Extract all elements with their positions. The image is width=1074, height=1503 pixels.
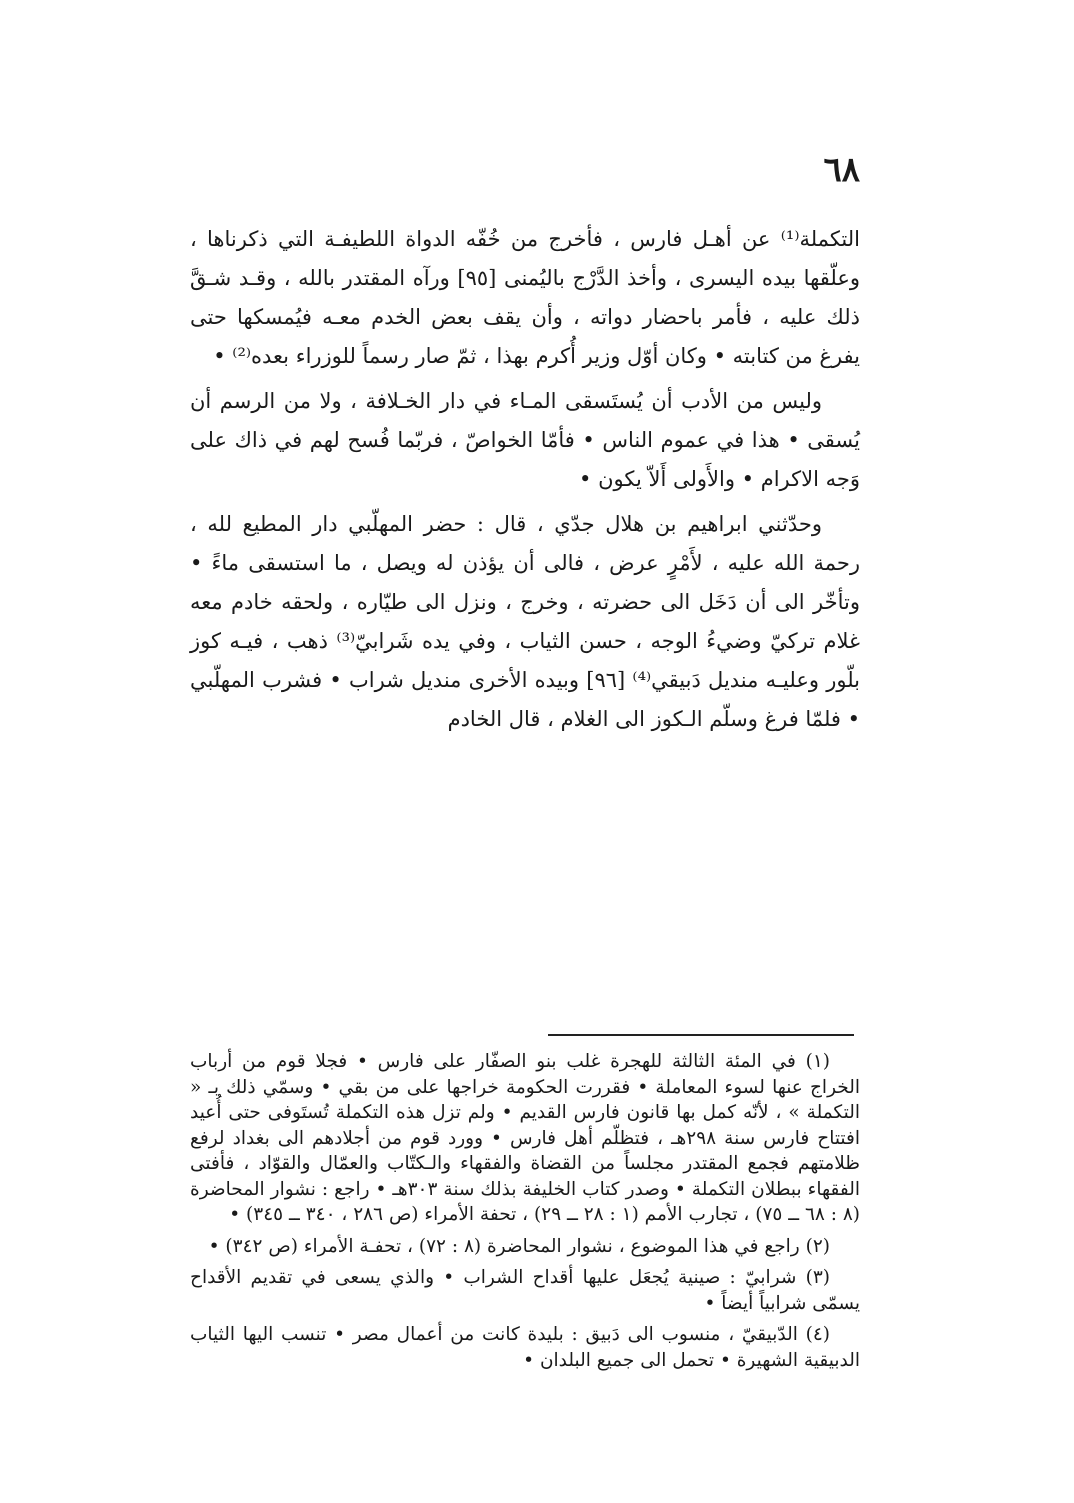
main-text-body (190, 220, 860, 745)
footnote-1: (١) في المئة الثالثة للهجرة غلب بنو الصفّار على فارس • فجلا قوم من أرباب الخراج عنها لسوء المعاملة • فقررت الحكومة خراجها على من بقي • وسمّي ذلك بـ « التكملة » ، لأنّه كمل بها قانون فارس القديم • ولم تزل هذه التكملة تُستَوفى حتى أُعيد افتتاح فارس سنة ٢٩٨هـ ، فتظلّم أهل فارس • وورد قوم من أجلادهم الى بغداد لرفع ظلامتهم فجمع المقتدر مجلساً من القضاة والفقهاء والـكتّاب والعمّال والقوّاد ، فأفتى الفقهاء ببطلان التكملة • وصدر كتاب الخليفة بذلك سنة ٣٠٣هـ • راجع : نشوار المحاضرة (٨ : ٦٨ ــ ٧٥) ، تجارب الأمم (١ : ٢٨ ــ ٢٩) ، تحفة الأمراء (ص ٢٨٦ ، ٣٤٠ ــ ٣٤٥) • (190, 1051, 860, 1225)
paragraph-2: وليس من الأدب أن يُستَسقى المـاء في دار الخـلافة ، ولا من الرسم أن يُسقى • هذا في عموم الناس • فأمّا الخواصّ ، فربّما فُسح لهم في ذاك على وَجه الاكرام • والأَولى أَلاّ يكون • (190, 389, 860, 491)
footnotes-section (190, 1049, 860, 1379)
page-number: ٦٨ (823, 150, 860, 190)
footnote-2: (٢) راجع في هذا الموضوع ، نشوار المحاضرة (٨ : ٧٢) ، تحفـة الأمراء (ص ٣٤٢) • (208, 1235, 830, 1257)
footnote-4: (٤) الدّبيقيّ ، منسوب الى دَبيق : بليدة كانت من أعمال مصر • تنسب اليها الثياب الدبيقية الشهيرة • تحمل الى جميع البلدان • (190, 1324, 860, 1371)
footnote-separator (548, 1034, 854, 1036)
paragraph-1: التكملة⁽¹⁾ عن أهـل فارس ، فأخرج من خُفّه الدواة اللطيفـة التي ذكرناها ، وعلّقها بيده اليسرى ، وأخذ الدَّرْج باليُمنى [٩٥] ورآه المقتدر بالله ، وقـد شـقَّ ذلك عليه ، فأمر باحضار دواته ، وأن يقف بعض الخدم معـه فيُمسكها حتى يفرغ من كتابته • وكان أوّل وزير أُكرم بهذا ، ثمّ صار رسماً للوزراء بعده⁽²⁾ • (190, 227, 860, 368)
paragraph-3: وحدّثني ابراهيم بن هلال جدّي ، قال : حضر المهلّبي دار المطيع لله ، رحمة الله عليه ، لأَمْرٍ عرض ، فالى أن يؤذن له ويصل ، ما استسقى ماءً • وتأخّر الى أن دَخَل الى حضرته ، وخرج ، ونزل الى طيّاره ، ولحقه خادم معه غلام تركيّ وضيءُ الوجه ، حسن الثياب ، وفي يده شَرابيّ⁽³⁾ ذهب ، فيـه كوز بلّور وعليـه منديل دَبيقي⁽⁴⁾ [٩٦] وبيده الأخرى منديل شراب • فشرب المهلّبي • فلمّا فرغ وسلّم الـكوز الى الغلام ، قال الخادم (190, 512, 861, 731)
footnote-3: (٣) شرابيّ : صينية يُجعَل عليها أقداح الشراب • والذي يسعى في تقديم الأقداح يسمّى شرابياً أيضاً • (190, 1267, 860, 1314)
